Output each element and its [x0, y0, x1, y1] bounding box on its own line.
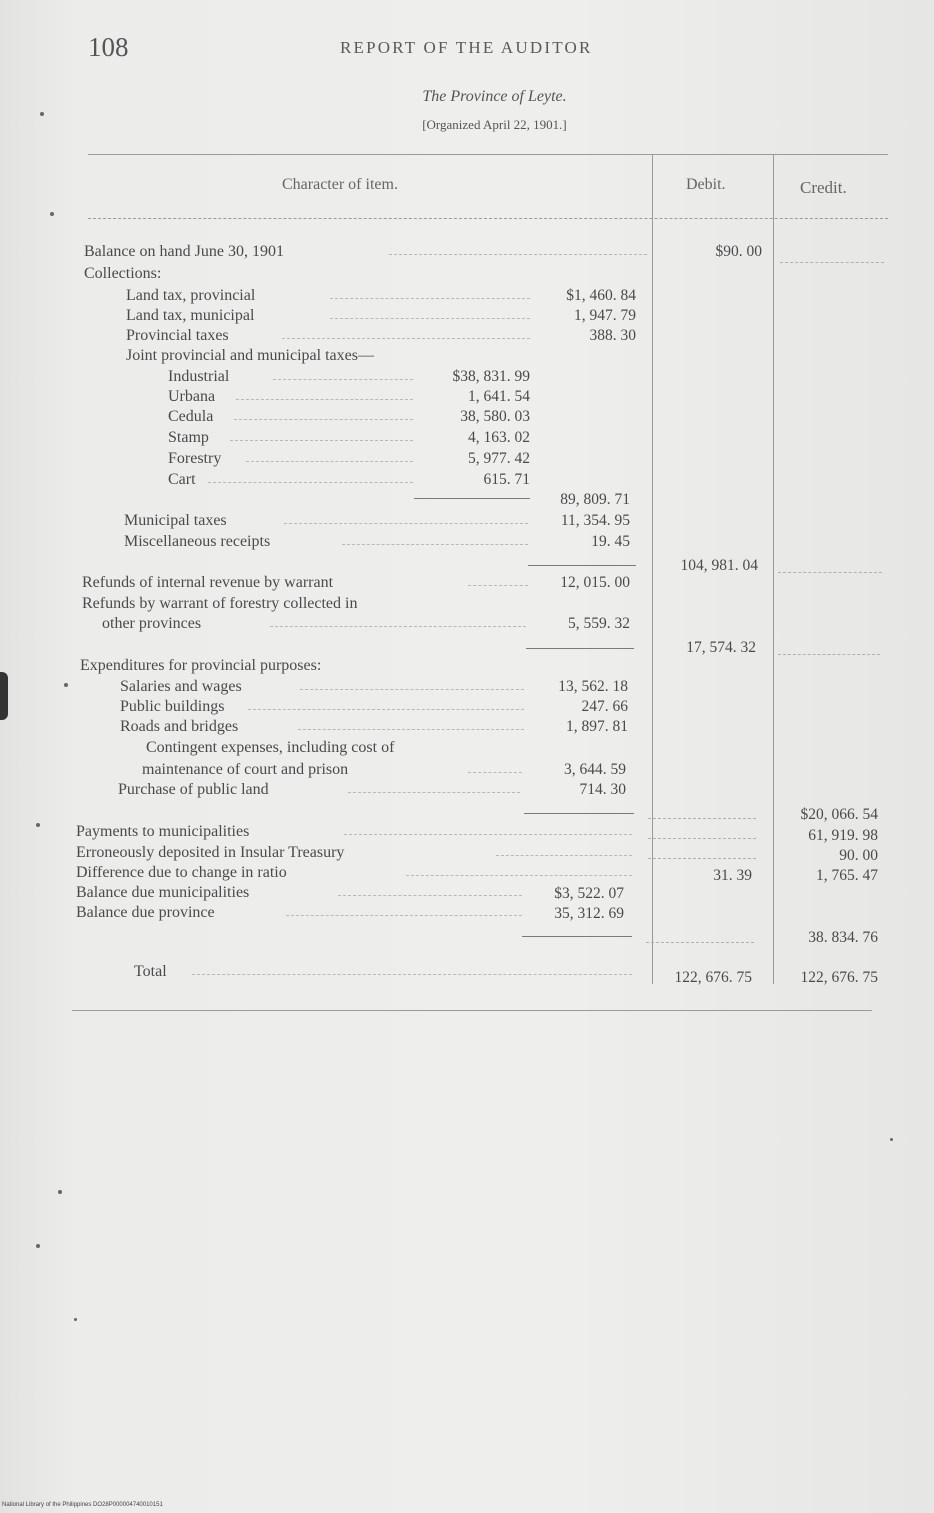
- amount: 5, 977. 42: [468, 450, 530, 467]
- organized-date: [Organized April 22, 1901.]: [422, 117, 567, 132]
- credit-blank: [778, 572, 882, 573]
- row-contingent-cont: [142, 760, 522, 779]
- leader-dots: [330, 286, 530, 299]
- row-difference-ratio: [76, 863, 632, 882]
- debit-amount: 31. 39: [713, 867, 752, 884]
- amount: $1, 460. 84: [566, 287, 636, 304]
- column-header-item: Character of item.: [282, 176, 398, 193]
- row-balance-due-municipalities: [76, 883, 522, 902]
- row-label: Miscellaneous receipts: [124, 533, 271, 550]
- leader-dots: [286, 903, 522, 916]
- row-label: Joint provincial and municipal taxes—: [126, 347, 374, 364]
- leader-dots: [234, 407, 413, 420]
- scan-speck: [36, 823, 40, 827]
- row-refunds-internal: [82, 573, 528, 592]
- leader-dots: [298, 717, 524, 730]
- row-balance-on-hand: [84, 242, 650, 261]
- scan-speck: [36, 1244, 40, 1248]
- binding-mark: [0, 672, 8, 720]
- subtotal-rule: [526, 648, 634, 649]
- subtotal-rule: [522, 936, 632, 937]
- amount: 615. 71: [483, 471, 530, 488]
- credit-amount: $20, 066. 54: [800, 806, 878, 823]
- page-number: 108: [88, 32, 129, 62]
- leader-dots: [338, 883, 522, 896]
- scan-speck: [40, 112, 44, 116]
- amount: 35, 312. 69: [554, 905, 624, 922]
- row-label: Land tax, provincial: [126, 287, 256, 304]
- credit-blank: [780, 262, 884, 263]
- debit-amount: $90. 00: [715, 243, 762, 260]
- section-title: The Province of Leyte.: [422, 88, 567, 105]
- column-header-credit: Credit.: [800, 178, 847, 197]
- row-stamp: [168, 428, 413, 447]
- row-label: Salaries and wages: [120, 678, 242, 695]
- leader-dots: [270, 614, 526, 627]
- leader-dots: [284, 511, 528, 524]
- leader-dots: [344, 822, 632, 835]
- leader-dots: [342, 532, 528, 545]
- amount: 4, 163. 02: [468, 429, 530, 446]
- row-misc-receipts: [124, 532, 528, 551]
- row-label: Expenditures for provincial purposes:: [80, 657, 322, 674]
- credit-blank: [778, 654, 880, 655]
- credit-total: 122, 676. 75: [800, 969, 878, 986]
- leader-dots: [282, 326, 530, 339]
- row-provincial-taxes: [126, 326, 530, 345]
- debit-blank: [648, 818, 756, 819]
- row-payments-municipalities: [76, 822, 632, 841]
- row-land-tax-provincial: [126, 286, 530, 305]
- amount: 19. 45: [591, 533, 630, 550]
- credit-amount: 61, 919. 98: [808, 827, 878, 844]
- leader-dots: [230, 428, 413, 441]
- row-label: Balance due province: [76, 904, 215, 921]
- row-label: Balance due municipalities: [76, 884, 250, 901]
- row-label: maintenance of court and prison: [142, 761, 349, 778]
- row-label: Erroneously deposited in Insular Treasury: [76, 844, 345, 861]
- amount: 11, 354. 95: [560, 512, 630, 529]
- subtotal-rule: [528, 565, 636, 566]
- row-erroneously-deposited: [76, 843, 632, 862]
- scan-speck: [50, 212, 54, 216]
- subtotal-rule: [524, 813, 634, 814]
- row-urbana: [168, 387, 413, 406]
- running-title: REPORT OF THE AUDITOR: [340, 38, 593, 57]
- leader-dots: [208, 470, 413, 483]
- row-roads-bridges: [120, 717, 524, 736]
- row-salaries: [120, 677, 524, 696]
- leader-dots: [389, 242, 647, 255]
- debit-blank: [648, 858, 756, 859]
- row-label: Forestry: [168, 450, 222, 467]
- row-label: Urbana: [168, 388, 216, 405]
- row-land-tax-municipal: [126, 306, 530, 325]
- leader-dots: [192, 962, 632, 975]
- leader-dots: [496, 843, 632, 856]
- row-municipal-taxes: [124, 511, 528, 530]
- table-top-rule: [88, 154, 888, 155]
- amount: 247. 66: [581, 698, 628, 715]
- row-label: Cedula: [168, 408, 214, 425]
- row-label: Difference due to change in ratio: [76, 864, 287, 881]
- row-label: Total: [134, 963, 167, 980]
- scan-speck: [64, 683, 68, 687]
- amount: $3, 522. 07: [554, 885, 624, 902]
- row-forestry: [168, 449, 413, 468]
- row-label: Municipal taxes: [124, 512, 227, 529]
- amount: $38, 831. 99: [452, 368, 530, 385]
- amount: 1, 897. 81: [566, 718, 628, 735]
- debit-total: 122, 676. 75: [674, 969, 752, 986]
- scan-speck: [890, 1138, 893, 1141]
- amount: 388. 30: [589, 327, 636, 344]
- leader-dots: [236, 387, 413, 400]
- leader-dots: [330, 306, 530, 319]
- row-label: Land tax, municipal: [126, 307, 255, 324]
- scan-speck: [58, 1190, 62, 1194]
- amount: 714. 30: [579, 781, 626, 798]
- credit-amount: 38. 834. 76: [808, 929, 878, 946]
- amount: 12, 015. 00: [560, 574, 630, 591]
- leader-dots: [273, 367, 413, 380]
- row-label: Refunds by warrant of forestry collected in: [82, 595, 358, 612]
- amount: 3, 644. 59: [564, 761, 626, 778]
- column-header-debit: Debit.: [686, 176, 726, 193]
- debit-amount: 17, 574. 32: [686, 639, 756, 656]
- row-total: [134, 962, 632, 981]
- leader-dots: [248, 697, 524, 710]
- row-label: Provincial taxes: [126, 327, 229, 344]
- row-label: Roads and bridges: [120, 718, 239, 735]
- row-cedula: [168, 407, 413, 426]
- header-bottom-rule: [88, 218, 888, 219]
- subtotal-rule: [414, 498, 530, 499]
- row-label: other provinces: [102, 615, 202, 632]
- scan-attribution: National Library of the Philippines DO28P000004740010151: [2, 1502, 163, 1508]
- debit-amount: 104, 981. 04: [680, 557, 758, 574]
- row-label: Public buildings: [120, 698, 225, 715]
- row-label: Purchase of public land: [118, 781, 269, 798]
- leader-dots: [348, 780, 520, 793]
- row-public-buildings: [120, 697, 524, 716]
- leader-dots: [406, 863, 632, 876]
- row-refunds-forestry-cont: [102, 614, 526, 633]
- amount: 5, 559. 32: [568, 615, 630, 632]
- row-label: Balance on hand June 30, 1901: [84, 243, 284, 260]
- leader-dots: [468, 760, 522, 773]
- credit-amount: 1, 765. 47: [816, 867, 878, 884]
- leader-dots: [468, 573, 528, 586]
- debit-blank: [646, 942, 754, 943]
- row-cart: [168, 470, 413, 489]
- scan-speck: [74, 1318, 77, 1321]
- leader-dots: [300, 677, 524, 690]
- row-label: Refunds of internal revenue by warrant: [82, 574, 334, 591]
- row-industrial: [168, 367, 413, 386]
- amount: 13, 562. 18: [558, 678, 628, 695]
- row-label: Cart: [168, 471, 196, 488]
- row-label: Stamp: [168, 429, 209, 446]
- row-label: Contingent expenses, including cost of: [146, 739, 395, 756]
- amount: 1, 947. 79: [574, 307, 636, 324]
- row-label: Payments to municipalities: [76, 823, 250, 840]
- amount: 1, 641. 54: [468, 388, 530, 405]
- table-bottom-rule: [72, 1010, 872, 1011]
- amount: 38, 580. 03: [460, 408, 530, 425]
- subtotal-amount: 89, 809. 71: [560, 491, 630, 508]
- row-balance-due-province: [76, 903, 522, 922]
- leader-dots: [246, 449, 413, 462]
- debit-blank: [648, 838, 756, 839]
- row-label: Collections:: [84, 265, 162, 282]
- row-label: Industrial: [168, 368, 230, 385]
- credit-amount: 90. 00: [839, 847, 878, 864]
- row-purchase-land: [118, 780, 520, 799]
